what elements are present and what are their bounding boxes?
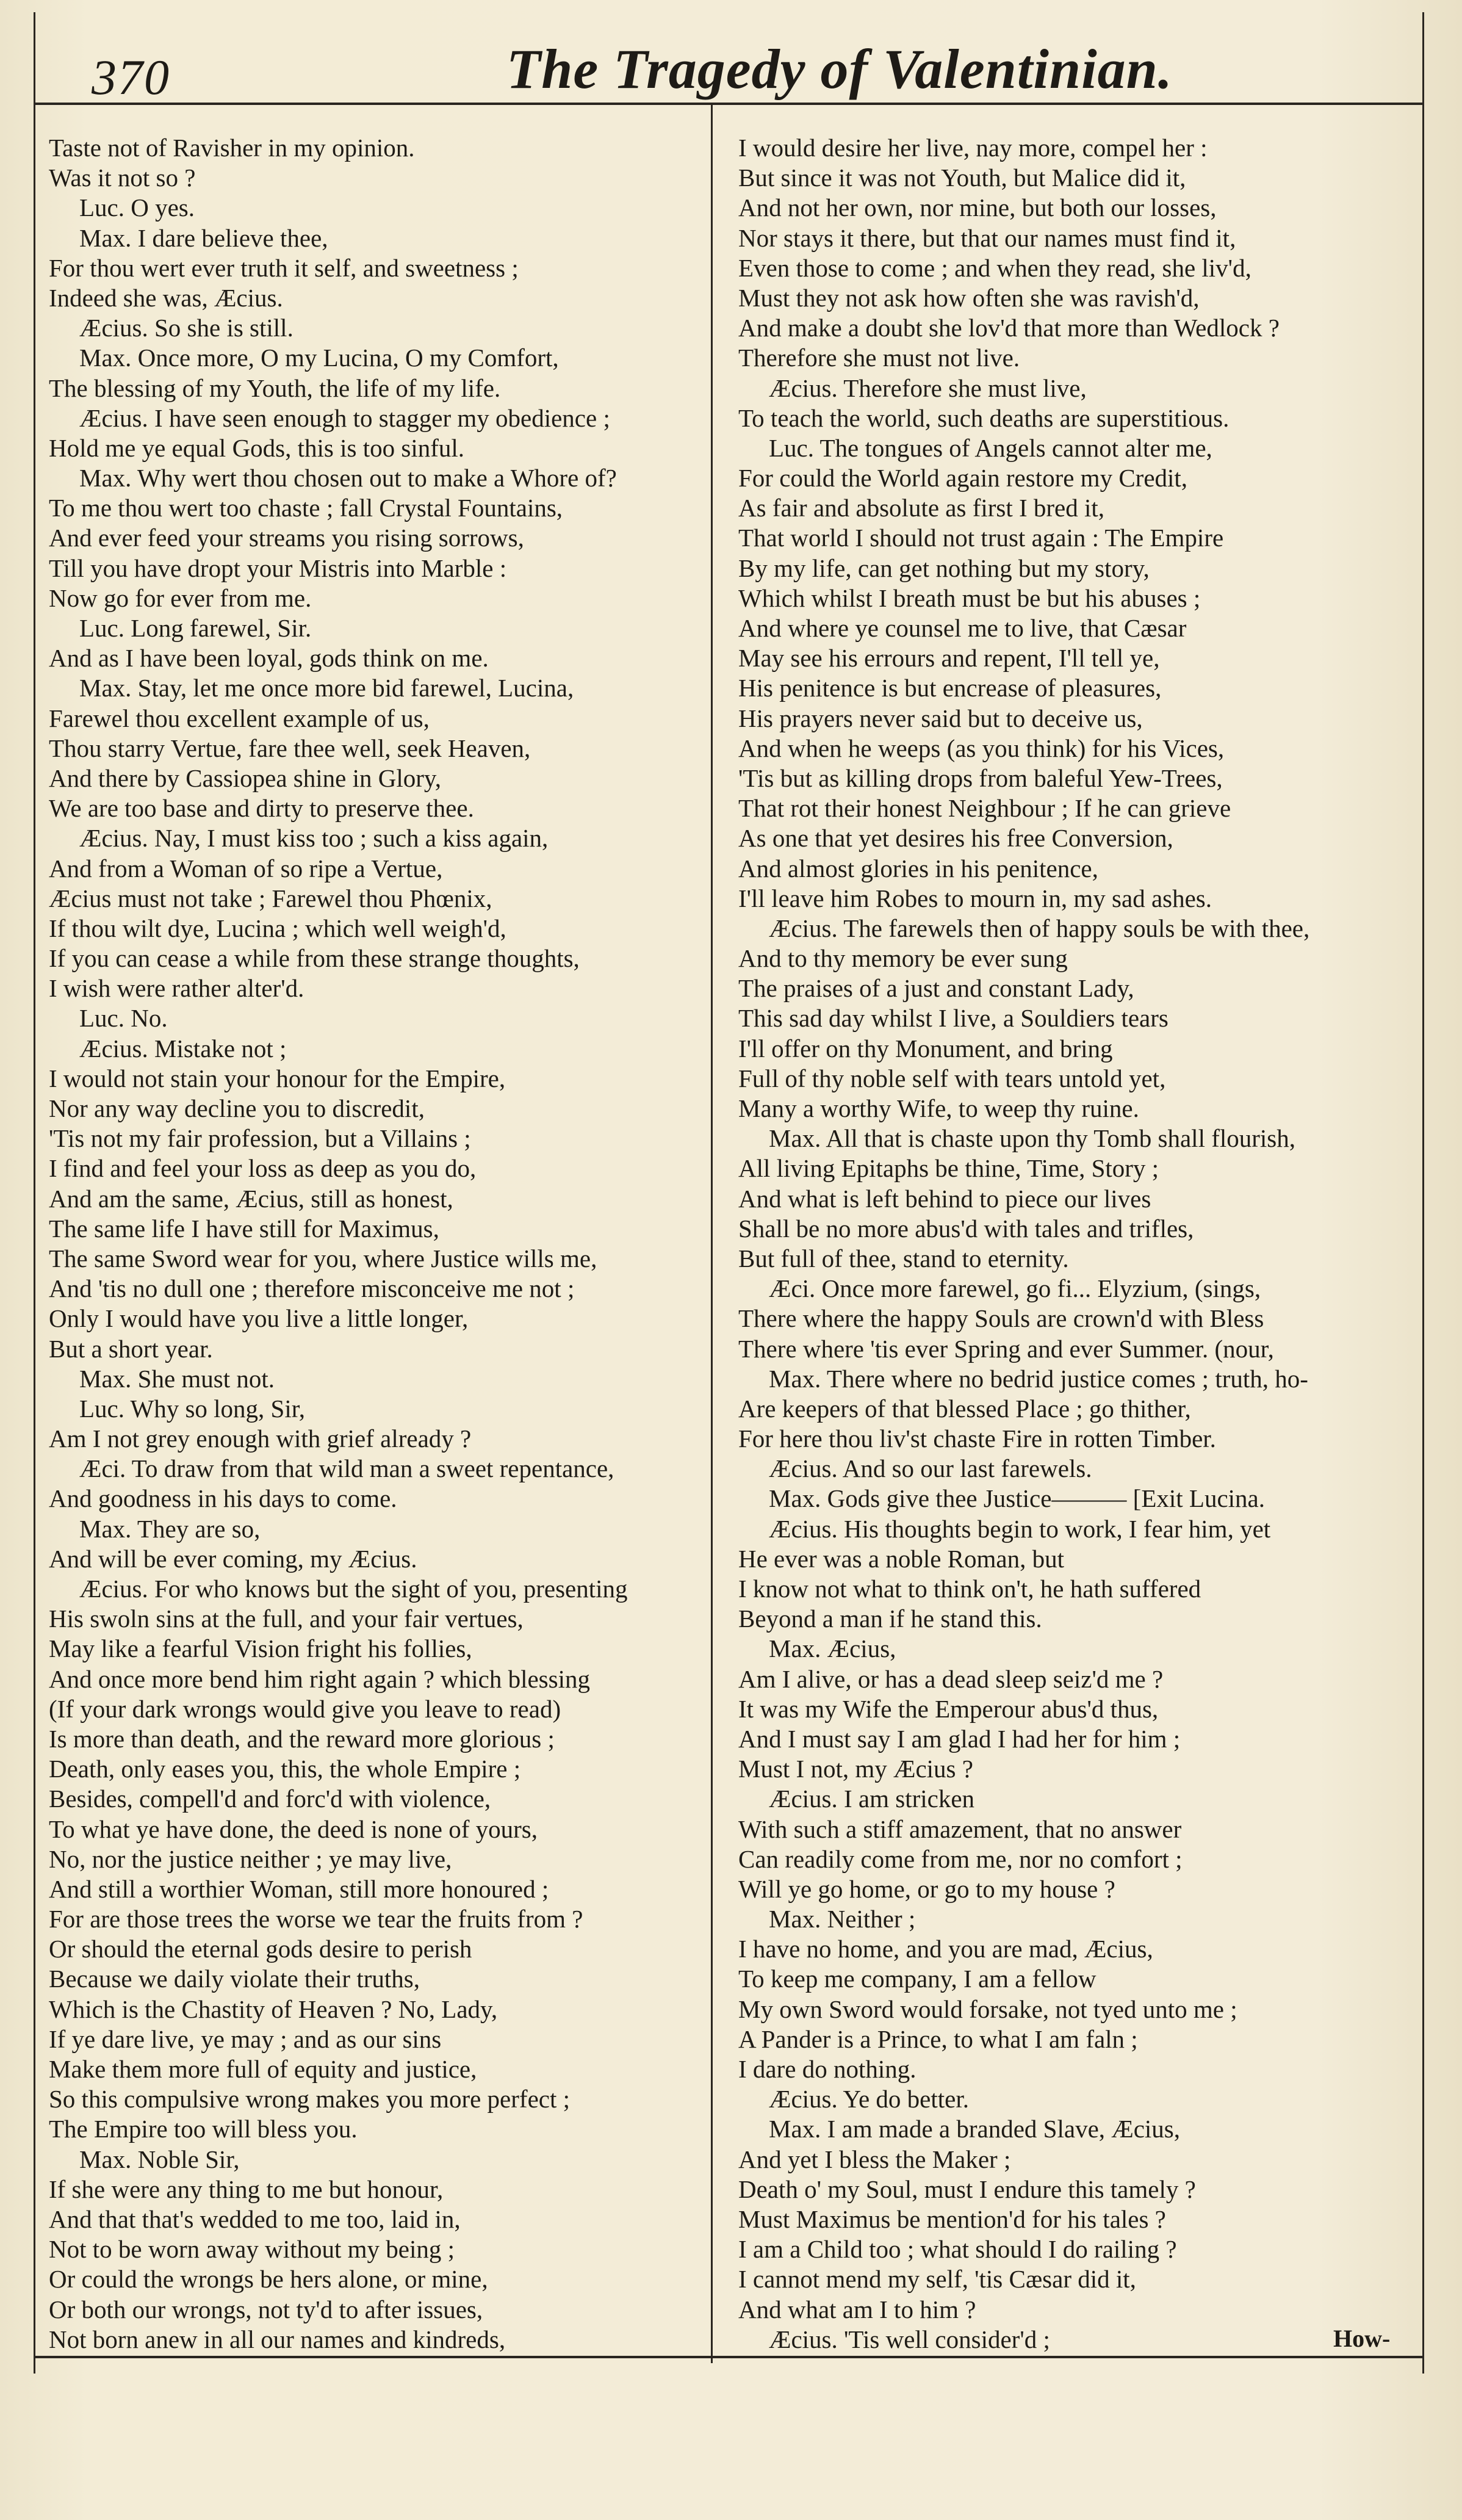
verse-line: Or could the wrongs be hers alone, or mine, bbox=[49, 2265, 488, 2294]
verse-line: And once more bend him right again ? which blessing bbox=[49, 1664, 590, 1693]
verse-line: To keep me company, I am a fellow bbox=[738, 1965, 1096, 1993]
page-number: 370 bbox=[92, 49, 170, 105]
verse-line: Æcius. His thoughts begin to work, I fear him, yet bbox=[769, 1514, 1271, 1543]
verse-line: Am I alive, or has a dead sleep seiz'd me ? bbox=[738, 1664, 1164, 1693]
verse-line: Max. Æcius, bbox=[769, 1634, 896, 1663]
verse-line: It was my Wife the Emperour abus'd thus, bbox=[738, 1694, 1159, 1723]
verse-line: His penitence is but encrease of pleasures, bbox=[738, 674, 1162, 702]
verse-line: Which whilst I breath must be but his abuses ; bbox=[738, 583, 1201, 612]
verse-line: To me thou wert too chaste ; fall Crystal Fountains, bbox=[49, 494, 563, 522]
verse-line: With such a stiff amazement, that no answer bbox=[738, 1814, 1182, 1843]
verse-line: Must they not ask how often she was ravish'd, bbox=[738, 283, 1200, 312]
verse-line: Farewel thou excellent example of us, bbox=[49, 704, 430, 732]
verse-line: His prayers never said but to deceive us, bbox=[738, 704, 1143, 732]
verse-line: I'll leave him Robes to mourn in, my sad ashes. bbox=[738, 884, 1212, 912]
verse-line: Nor stays it there, but that our names must find it, bbox=[738, 223, 1236, 252]
verse-line: The same life I have still for Maximus, bbox=[49, 1214, 439, 1243]
verse-line: I would desire her live, nay more, compel her : bbox=[738, 134, 1208, 162]
left-text-column bbox=[49, 133, 702, 2355]
verse-line: Even those to come ; and when they read, she liv'd, bbox=[738, 253, 1251, 282]
verse-line: Luc. The tongues of Angels cannot alter me, bbox=[769, 433, 1212, 462]
verse-line: I have no home, and you are mad, Æcius, bbox=[738, 1935, 1153, 1963]
verse-line: Luc. O yes. bbox=[79, 193, 195, 222]
footer-rule bbox=[34, 2356, 1422, 2358]
verse-line: But full of thee, stand to eternity. bbox=[738, 1244, 1069, 1273]
verse-line: Now go for ever from me. bbox=[49, 583, 312, 612]
header-rule bbox=[34, 103, 1422, 105]
verse-line: There where 'tis ever Spring and ever Summer. (nour, bbox=[738, 1334, 1274, 1363]
verse-line: Are keepers of that blessed Place ; go thither, bbox=[738, 1394, 1191, 1423]
verse-line: And I must say I am glad I had her for him ; bbox=[738, 1724, 1181, 1753]
verse-line: And goodness in his days to come. bbox=[49, 1484, 397, 1513]
verse-line: Æcius. I am stricken bbox=[769, 1785, 975, 1813]
verse-line: Æcius. For who knows but the sight of you, presenting bbox=[79, 1575, 628, 1603]
verse-line: Must Maximus be mention'd for his tales ? bbox=[738, 2204, 1166, 2233]
verse-line: 'Tis but as killing drops from baleful Yew-Trees, bbox=[738, 764, 1223, 792]
verse-line: And 'tis no dull one ; therefore misconceive me not ; bbox=[49, 1274, 575, 1303]
verse-line: Not born anew in all our names and kindreds, bbox=[49, 2325, 506, 2353]
verse-line: And am the same, Æcius, still as honest, bbox=[49, 1184, 453, 1213]
verse-line: Hold me ye equal Gods, this is too sinful. bbox=[49, 433, 465, 462]
verse-line: May see his errours and repent, I'll tell ye, bbox=[738, 644, 1160, 673]
verse-line: And to thy memory be ever sung bbox=[738, 944, 1068, 973]
verse-line: And what is left behind to piece our lives bbox=[738, 1184, 1151, 1213]
verse-line: Æcius. Ye do better. bbox=[769, 2085, 969, 2114]
verse-line: That rot their honest Neighbour ; If he can grieve bbox=[738, 794, 1231, 823]
verse-line: We are too base and dirty to preserve thee. bbox=[49, 794, 474, 823]
verse-line: Am I not grey enough with grief already ? bbox=[49, 1424, 472, 1453]
verse-line: And make a doubt she lov'd that more than Wedlock ? bbox=[738, 314, 1280, 342]
verse-line: Because we daily violate their truths, bbox=[49, 1965, 420, 1993]
verse-line: Or should the eternal gods desire to perish bbox=[49, 1935, 472, 1963]
verse-line: And still a worthier Woman, still more honoured ; bbox=[49, 1874, 549, 1903]
verse-line: As fair and absolute as first I bred it, bbox=[738, 494, 1105, 522]
verse-line: And when he weeps (as you think) for his Vices, bbox=[738, 734, 1225, 762]
verse-line: Max. They are so, bbox=[79, 1514, 261, 1543]
verse-line: To what ye have done, the deed is none of yours, bbox=[49, 1814, 538, 1843]
verse-line: Therefore she must not live. bbox=[738, 344, 1020, 372]
verse-line: And that that's wedded to me too, laid in, bbox=[49, 2204, 461, 2233]
verse-line: Æcius. The farewels then of happy souls be with thee, bbox=[769, 914, 1310, 942]
verse-line: Death o' my Soul, must I endure this tamely ? bbox=[738, 2175, 1196, 2203]
verse-line: Æcius. I have seen enough to stagger my obedience ; bbox=[79, 403, 610, 432]
verse-line: I find and feel your loss as deep as you do, bbox=[49, 1154, 477, 1183]
verse-line: Max. Noble Sir, bbox=[79, 2145, 240, 2173]
column-divider bbox=[711, 105, 713, 2363]
left-border-rule bbox=[34, 12, 35, 2374]
verse-line: If thou wilt dye, Lucina ; which well weigh'd, bbox=[49, 914, 506, 942]
verse-line: Till you have dropt your Mistris into Marble : bbox=[49, 554, 507, 582]
verse-line: Beyond a man if he stand this. bbox=[738, 1605, 1042, 1633]
verse-line: Max. Neither ; bbox=[769, 1905, 916, 1933]
verse-line: I know not what to think on't, he hath suffered bbox=[738, 1575, 1201, 1603]
verse-line: All living Epitaphs be thine, Time, Story ; bbox=[738, 1154, 1159, 1183]
verse-line: Indeed she was, Æcius. bbox=[49, 283, 283, 312]
verse-line: (If your dark wrongs would give you leave to read) bbox=[49, 1694, 561, 1723]
verse-line: For are those trees the worse we tear the fruits from ? bbox=[49, 1905, 583, 1933]
verse-line: The same Sword wear for you, where Justice wills me, bbox=[49, 1244, 597, 1273]
verse-line: And not her own, nor mine, but both our losses, bbox=[738, 193, 1217, 222]
verse-line: And almost glories in his penitence, bbox=[738, 854, 1098, 883]
verse-line: That world I should not trust again : The Empire bbox=[738, 524, 1224, 552]
right-border-rule bbox=[1422, 12, 1424, 2374]
verse-line: And there by Cassiopea shine in Glory, bbox=[49, 764, 441, 792]
verse-line: And as I have been loyal, gods think on me. bbox=[49, 644, 489, 673]
verse-line: Æcius must not take ; Farewel thou Phœnix, bbox=[49, 884, 492, 912]
catchword: How- bbox=[1333, 2325, 1391, 2352]
verse-line: And where ye counsel me to live, that Cæsar bbox=[738, 614, 1187, 642]
verse-line: And what am I to him ? bbox=[738, 2295, 976, 2323]
verse-line: I am a Child too ; what should I do railing ? bbox=[738, 2235, 1177, 2264]
verse-line: Nor any way decline you to discredit, bbox=[49, 1094, 425, 1122]
verse-line: The Empire too will bless you. bbox=[49, 2115, 358, 2143]
verse-line: As one that yet desires his free Conversion, bbox=[738, 824, 1173, 853]
verse-line: There where the happy Souls are crown'd with Bless bbox=[738, 1304, 1264, 1333]
verse-line: My own Sword would forsake, not tyed unto me ; bbox=[738, 1995, 1237, 2023]
verse-line: Was it not so ? bbox=[49, 164, 196, 192]
verse-line: Or both our wrongs, not ty'd to after issues, bbox=[49, 2295, 483, 2323]
verse-line: No, nor the justice neither ; ye may live, bbox=[49, 1844, 452, 1873]
verse-line: Æcius. And so our last farewels. bbox=[769, 1454, 1092, 1483]
verse-line: And ever feed your streams you rising sorrows, bbox=[49, 524, 524, 552]
verse-line: Not to be worn away without my being ; bbox=[49, 2235, 455, 2264]
verse-line: Luc. Why so long, Sir, bbox=[79, 1394, 306, 1423]
verse-line: The praises of a just and constant Lady, bbox=[738, 974, 1134, 1003]
verse-line: Æcius. Therefore she must live, bbox=[769, 374, 1087, 402]
verse-line: Taste not of Ravisher in my opinion. bbox=[49, 134, 415, 162]
verse-line: If she were any thing to me but honour, bbox=[49, 2175, 444, 2203]
verse-line: I would not stain your honour for the Empire, bbox=[49, 1064, 506, 1092]
verse-line: His swoln sins at the full, and your fair vertues, bbox=[49, 1605, 524, 1633]
verse-line: For thou wert ever truth it self, and sweetness ; bbox=[49, 253, 519, 282]
running-title: The Tragedy of Valentinian. bbox=[506, 38, 1173, 100]
verse-line: Æcius. 'Tis well consider'd ; bbox=[769, 2325, 1050, 2353]
verse-line: Æcius. So she is still. bbox=[79, 314, 293, 342]
verse-line: I cannot mend my self, 'tis Cæsar did it, bbox=[738, 2265, 1136, 2294]
verse-line: Shall be no more abus'd with tales and trifles, bbox=[738, 1214, 1194, 1243]
verse-line: Luc. Long farewel, Sir. bbox=[79, 614, 312, 642]
verse-line: A Pander is a Prince, to what I am faln ; bbox=[738, 2024, 1138, 2053]
verse-line: For could the World again restore my Credit, bbox=[738, 464, 1188, 493]
verse-line: He ever was a noble Roman, but bbox=[738, 1544, 1064, 1573]
verse-line: Æci. To draw from that wild man a sweet repentance, bbox=[79, 1454, 614, 1483]
verse-line: But a short year. bbox=[49, 1334, 213, 1363]
verse-line: Luc. No. bbox=[79, 1004, 168, 1033]
verse-line: Max. Stay, let me once more bid farewel, Lucina, bbox=[79, 674, 574, 702]
verse-line: Which is the Chastity of Heaven ? No, Lady, bbox=[49, 1995, 498, 2023]
verse-line: So this compulsive wrong makes you more perfect ; bbox=[49, 2085, 570, 2114]
verse-line: Max. She must not. bbox=[79, 1364, 275, 1393]
verse-line: Max. I am made a branded Slave, Æcius, bbox=[769, 2115, 1181, 2143]
verse-line: Max. I dare believe thee, bbox=[79, 223, 328, 252]
verse-line: Only I would have you live a little longer, bbox=[49, 1304, 469, 1333]
verse-line: Thou starry Vertue, fare thee well, seek Heaven, bbox=[49, 734, 531, 762]
verse-line: To teach the world, such deaths are superstitious. bbox=[738, 403, 1230, 432]
verse-line: Max. There where no bedrid justice comes ; truth, ho- bbox=[769, 1364, 1308, 1393]
verse-line: For here thou liv'st chaste Fire in rotten Timber. bbox=[738, 1424, 1216, 1453]
verse-line: And yet I bless the Maker ; bbox=[738, 2145, 1011, 2173]
verse-line: But since it was not Youth, but Malice did it, bbox=[738, 164, 1186, 192]
verse-line: If ye dare live, ye may ; and as our sins bbox=[49, 2024, 442, 2053]
verse-line: And from a Woman of so ripe a Vertue, bbox=[49, 854, 443, 883]
verse-line: Can readily come from me, nor no comfort ; bbox=[738, 1844, 1183, 1873]
verse-line: This sad day whilst I live, a Souldiers tears bbox=[738, 1004, 1169, 1033]
verse-line: Will ye go home, or go to my house ? bbox=[738, 1874, 1115, 1903]
verse-line: Besides, compell'd and forc'd with violence, bbox=[49, 1785, 491, 1813]
verse-line: Must I not, my Æcius ? bbox=[738, 1755, 973, 1783]
right-text-column bbox=[738, 133, 1416, 2355]
verse-line: Is more than death, and the reward more glorious ; bbox=[49, 1724, 555, 1753]
verse-line: By my life, can get nothing but my story, bbox=[738, 554, 1150, 582]
verse-line: Max. Why wert thou chosen out to make a Whore of? bbox=[79, 464, 617, 493]
verse-line: Death, only eases you, this, the whole Empire ; bbox=[49, 1755, 521, 1783]
verse-line: Many a worthy Wife, to weep thy ruine. bbox=[738, 1094, 1139, 1122]
verse-line: Full of thy noble self with tears untold yet, bbox=[738, 1064, 1166, 1092]
verse-line: Make them more full of equity and justice, bbox=[49, 2055, 477, 2083]
verse-line: I wish were rather alter'd. bbox=[49, 974, 304, 1003]
verse-line: 'Tis not my fair profession, but a Villains ; bbox=[49, 1124, 471, 1153]
verse-line: And will be ever coming, my Æcius. bbox=[49, 1544, 417, 1573]
verse-line: I dare do nothing. bbox=[738, 2055, 916, 2083]
verse-line: Max. Once more, O my Lucina, O my Comfort, bbox=[79, 344, 559, 372]
verse-line: Max. Gods give thee Justice——— [Exit Lucina. bbox=[769, 1484, 1265, 1513]
verse-line: The blessing of my Youth, the life of my life. bbox=[49, 374, 501, 402]
verse-line: If you can cease a while from these strange thoughts, bbox=[49, 944, 580, 973]
verse-line: Max. All that is chaste upon thy Tomb shall flourish, bbox=[769, 1124, 1296, 1153]
verse-line: Æcius. Mistake not ; bbox=[79, 1034, 287, 1063]
verse-line: May like a fearful Vision fright his follies, bbox=[49, 1634, 472, 1663]
verse-line: Æcius. Nay, I must kiss too ; such a kiss again, bbox=[79, 824, 549, 853]
verse-line: I'll offer on thy Monument, and bring bbox=[738, 1034, 1113, 1063]
verse-line: Æci. Once more farewel, go fi... Elyzium, (sings, bbox=[769, 1274, 1261, 1303]
